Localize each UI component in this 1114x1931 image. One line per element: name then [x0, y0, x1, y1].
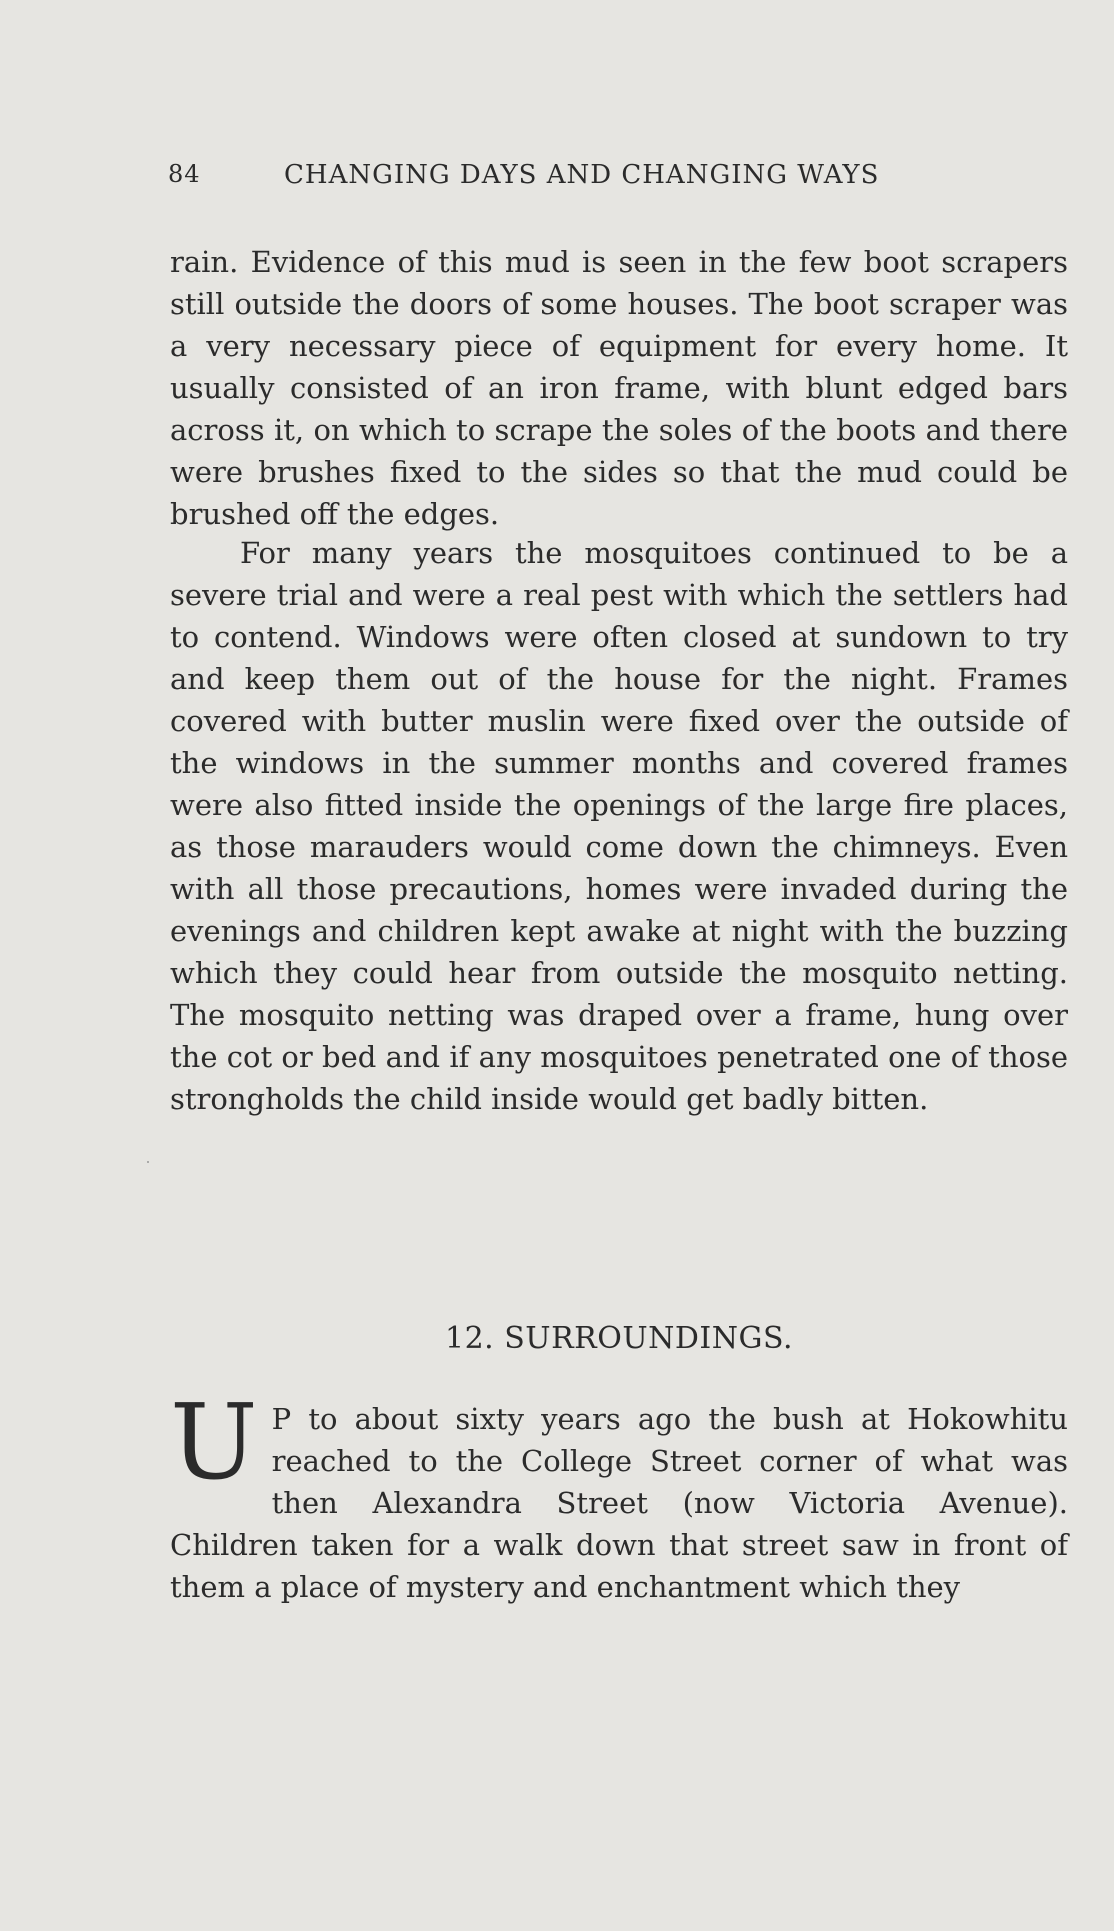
running-title: CHANGING DAYS AND CHANGING WAYS — [284, 160, 880, 190]
paragraph-continued: rain. Evidence of this mud is seen in the few boot scrapers still outside the doors of some houses. The boot scraper was a very necessary piece of equipment for every home. It usually consisted of an iron frame, with blunt edged bars across it, on which to scrape the soles of the boots and there were brushes fixed to the sides so that the mud could be brushed off the edges. — [170, 245, 1068, 531]
margin-speck — [147, 1161, 149, 1163]
section-paragraph-text: P to about sixty years ago the bush at Hokowhitu reached to the College Street corner of what was then Alexandra Street (now Victoria Avenue). Children taken for a walk down that street saw in front of them a place of mystery and enchantment which they — [170, 1402, 1068, 1604]
page-number: 84 — [168, 160, 201, 188]
section-paragraph — [170, 1381, 1068, 1608]
drop-cap: U — [170, 1381, 258, 1503]
section-heading: 12. SURROUNDINGS. — [444, 1321, 794, 1356]
running-header — [168, 160, 968, 196]
paragraph-mosquitoes: For many years the mosquitoes continued to be a severe trial and were a real pest with which the settlers had to contend. Windows were often closed at sundown to try and keep them out of the house for the night. Frames covered with butter muslin were fixed over the outside of the windows in the summer months and covered frames were also fitted inside the openings of the large fire places, as those marauders would come down the chimneys. Even with all those precautions, homes were invaded during the evenings and children kept awake at night with the buzzing which they could hear from outside the mosquito netting. The mosquito netting was draped over a frame, hung over the cot or bed and if any mosquitoes penetrated one of those strongholds the child inside would get badly bitten. — [170, 536, 1068, 1116]
